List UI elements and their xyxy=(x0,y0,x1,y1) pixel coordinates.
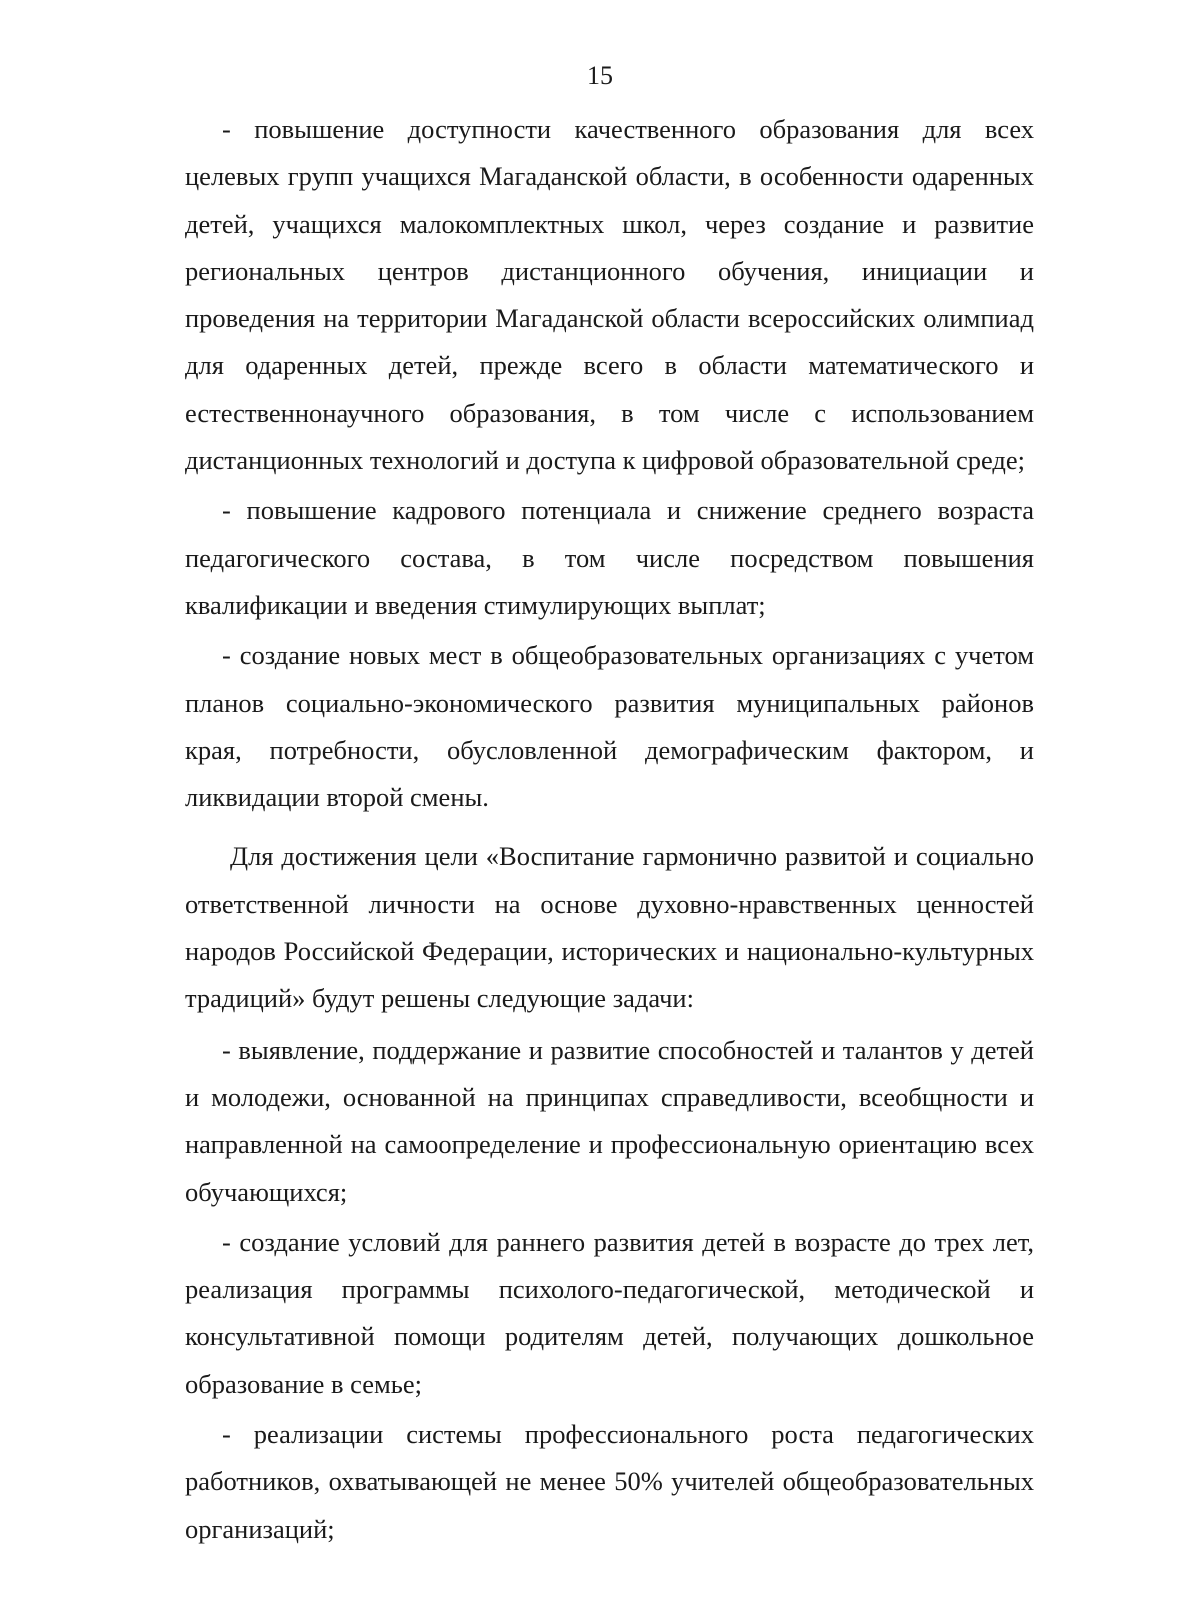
document-body xyxy=(185,106,1034,1556)
task-item-education-access: - повышение доступности качественного образования для всех целевых групп учащихся Магаданской области, в особенности одаренных детей, учащихся малокомплектных школ, через создание и развитие региональных центров дистанционного обучения, инициации и проведения на территории Магаданской области всероссийских олимпиад для одаренных детей, прежде всего в области математического и естественнонаучного образования, в том числе с использованием дистанционных технологий и доступа к цифровой образовательной среде; xyxy=(185,114,1034,476)
goal-paragraph: Для достижения цели «Воспитание гармонично развитой и социально ответственной личности на основе духовно-нравственных ценностей народов Российской Федерации, исторических и национально-культурных традиций» будут решены следующие задачи: xyxy=(185,841,1034,1014)
task-item-professional-growth: - реализации системы профессионального роста педагогических работников, охватывающей не менее 50% учителей общеобразовательных организаций; xyxy=(185,1419,1034,1544)
task-item-staff-potential: - повышение кадрового потенциала и снижение среднего возраста педагогического состава, в том числе посредством повышения квалификации и введения стимулирующих выплат; xyxy=(185,495,1034,620)
task-item-new-school-places: - создание новых мест в общеобразовательных организациях с учетом планов социально-экономического развития муниципальных районов края, потребности, обусловленной демографическим фактором, и ликвидации второй смены. xyxy=(185,640,1034,813)
task-item-early-development: - создание условий для раннего развития детей в возрасте до трех лет, реализация программы психолого-педагогической, методической и консультативной помощи родителям детей, получающих дошкольное образование в семье; xyxy=(185,1226,1034,1399)
page-number: 15 xyxy=(587,61,613,90)
task-item-talents: - выявление, поддержание и развитие способностей и талантов у детей и молодежи, основанной на принципах справедливости, всеобщности и направленной на самоопределение и профессиональную ориентацию всех обучающихся; xyxy=(185,1034,1034,1207)
